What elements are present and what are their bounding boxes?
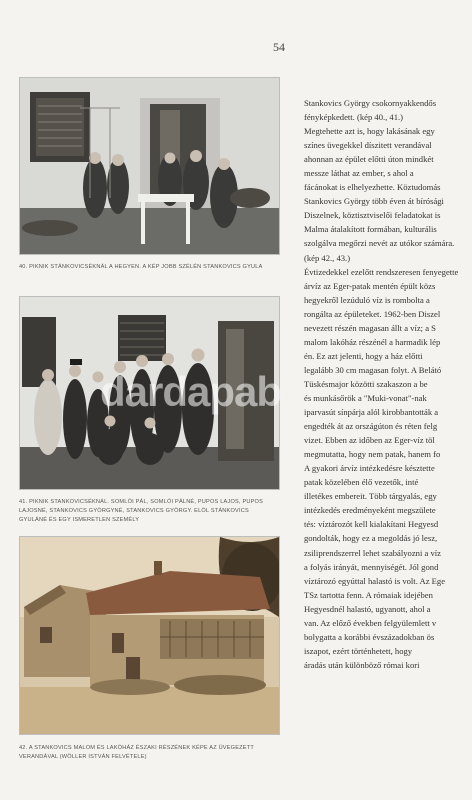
body-text-line: Tüskésmajor közötti szakaszon a be [304, 378, 428, 389]
body-text-line: és munkásőrök a "Muki-vonat"-nak [304, 392, 427, 403]
body-text-line: Stankovics György több éven át bírósági [304, 196, 444, 207]
photo-group-picnic [19, 296, 280, 490]
body-text-line: fácánokat is elhelyezhette. Köztudomás [304, 182, 441, 193]
body-text-line: van. Az előző években felgyülemlett v [304, 617, 437, 628]
body-text-line: iparvasút sínpárja alól kirobbantották a [304, 407, 439, 418]
photo-picnic-image [20, 78, 279, 254]
body-text-line: patak közelében élő vezetők, inté [304, 477, 419, 488]
body-text-line: áradás után különböző római kori [304, 659, 420, 670]
body-text-line: nevezett részén magasan állt a víz; a S [304, 322, 436, 333]
photo-picnic-at-stankovics-house [19, 77, 280, 255]
body-text-line: szolgálva megőrzi nevét az utókor számára. [304, 238, 455, 249]
body-text-line: illetékes embereit. Több tárgyalás, egy [304, 491, 437, 502]
figure-caption-41: 41. PIKNIK STANKOVICSÉKNÁL. SOMLÓI PÁL, SOMLÓI PÁLNÉ, PUPOS LAJOS, PUPOS LAJOSNÉ, STANKOVICS GYÖRGYNÉ, STANKOVICS GYÖRGY. ELÖL STÁNKOVICS GYULÁNÉ ÉS EGY ISMERETLEN SZEMÉLY [19, 499, 264, 523]
photo-group-image [20, 297, 282, 489]
body-text-line: vizet. Ebben az időben az Eger-víz töl [304, 435, 435, 446]
body-text-line: TSz tartotta fenn. A rómaiak idejében [304, 589, 433, 600]
body-text-line: színes üvegekkel díszitett verandával [304, 140, 432, 151]
body-text-line: legalább 30 cm magasan folyt. A Belátó [304, 364, 442, 375]
body-text-line: a folyás irányát, mennyiségét. Jól gond [304, 561, 439, 572]
body-text-line: Évtizedekkel ezelőtt rendszeresen fenyegette [304, 266, 459, 277]
body-text-line: hegyekről lezúduló víz is rombolta a [304, 294, 430, 305]
body-text-line: intézkedés eredményeként megszülete [304, 505, 436, 516]
body-text-line: (kép 42., 43.) [304, 252, 351, 263]
figure-caption-40: 40. PIKNIK STÁNKOVICSÉKNÁL A HEGYEN. A KÉP JOBB SZÉLÉN STANKOVICS GYULA [19, 264, 263, 270]
body-text-line: víztározó egyúttal halastó is volt. Az Ege [304, 575, 446, 586]
body-text-line: tés: víztározót kell kialakítani Hegyesd [304, 519, 439, 530]
photo-stankovics-mill [19, 536, 280, 735]
body-text-line: fényképkedett. (kép 40., 41.) [304, 112, 404, 123]
body-text-line: árvíz az Eger-patak mentén épült közs [304, 280, 436, 291]
body-text-line: A gyakori árvíz intézkedésre késztette [304, 463, 435, 474]
body-text-line: Hegyesdnél halastó, ugyanott, ahol a [304, 603, 431, 614]
body-text-line: rongálta az épületeket. 1962-ben Diszel [304, 308, 441, 319]
body-text-line: iszapot, ezért történhetett, hogy [304, 645, 413, 656]
body-text-column [304, 96, 472, 672]
body-text-line: messze láthat az ember, s ahol a [304, 168, 414, 179]
body-text-line: Stankovics György csokornyakkendős [304, 98, 437, 108]
page-number: 54 [273, 40, 285, 54]
body-text-line: Malma átalakított formában, kulturális [304, 224, 437, 235]
photo-mill-image [20, 537, 279, 734]
body-text-line: malom lakóház részénél a harmadik lép [304, 336, 441, 347]
watermark: dardapab [100, 368, 282, 415]
body-text-line: én. Ez azt jelenti, hogy a ház előtti [304, 350, 423, 361]
body-text-line: zsiliprendszerrel lehet szabályozni a víz [304, 547, 441, 558]
body-text-line: Diszelnek, köztisztviselői feladatokat is [304, 210, 441, 221]
body-text-line: bolygatta a korábbi évszázadokban ös [304, 631, 435, 642]
body-text-line: megmutatta, hogy nem patak, hanem fo [304, 449, 441, 460]
body-text-line: engedték át az országúton és réten felg [304, 421, 438, 432]
body-text-line: Megtehette azt is, hogy lakásának egy [304, 126, 435, 137]
body-text-line: ahonnan az épület előtti úton mindkét [304, 154, 434, 165]
body-text-line: gondolták, hogy ez a megoldás jó lesz, [304, 533, 438, 544]
figure-caption-42: 42. A STANKOVICS MALOM ÉS LAKÓHÁZ ÉSZAKI RÉSZÉNEK KÉPE AZ ÜVEGEZETT VERANDÁVAL (WÖLLER ISTVÁN FELVÉTELE) [19, 745, 254, 760]
